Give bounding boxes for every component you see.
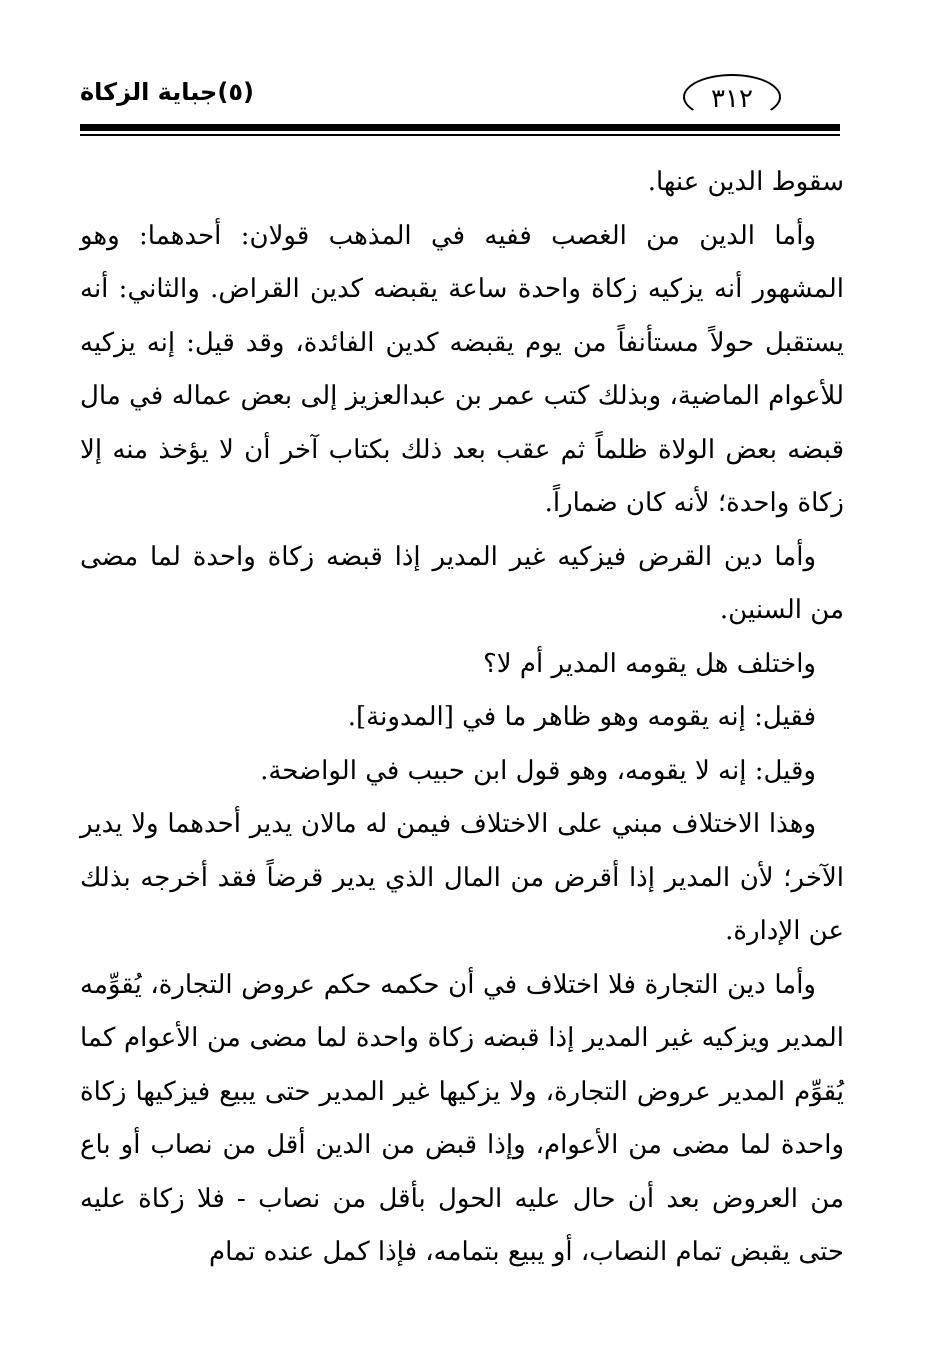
paragraph: وأما دين التجارة فلا اختلاف في أن حكمه حكم عروض التجارة، يُقوِّمه المدير ويزكيه غير المدير إذا قبضه زكاة واحدة لما مضى من الأعوام كما يُقوِّم المدير عروض التجارة، ولا يزكيها غير المدير حتى يبيع فيزكيها زكاة واحدة لما مضى من الأعوام، وإذا قبض من الدين أقل من نصاب أو باع من العروض بعد أن حال عليه الحول بأقل من نصاب - فلا زكاة عليه حتى يقبض تمام النصاب، أو يبيع بتمامه، فإذا كمل عنده تمام [80,969,844,1267]
paragraph: وأما دين القرض فيزكيه غير المدير إذا قبضه زكاة واحدة لما مضى من السنين. [80,541,844,625]
book-title: (٥)جباية الزكاة [80,78,254,106]
page-number-oval [683,74,781,120]
paragraph: وهذا الاختلاف مبني على الاختلاف فيمن له مالان يدير أحدهما ولا يدير الآخر؛ لأن المدير إذا أقرض من المال الذي يدير قرضاً فقد أخرجه بذلك عن الإدارة. [80,809,844,946]
page-body [80,156,844,1280]
paragraph: وأما الدين من الغصب ففيه في المذهب قولان: أحدهما: وهو المشهور أنه يزكيه زكاة واحدة ساعة يقبضه كدين القراض. والثاني: أنه يستقبل حولاً مستأنفاً من يوم يقبضه كدين الفائدة، وقد قيل: إنه يزكيه للأعوام الماضية، وبذلك كتب عمر بن عبدالعزيز إلى بعض عماله في مال قبضه بعض الولاة ظلماً ثم عقب بعد ذلك بكتاب آخر أن لا يؤخذ منه إلا زكاة واحدة؛ لأنه كان ضماراً. [80,220,844,518]
paragraph: فقيل: إنه يقومه وهو ظاهر ما في [المدونة]. [347,702,816,732]
paragraph: سقوط الدين عنها. [647,167,844,197]
paragraph: وقيل: إنه لا يقومه، وهو قول ابن حبيب في الواضحة. [260,755,816,786]
page-header [80,70,840,145]
paragraph: واختلف هل يقومه المدير أم لا؟ [483,648,816,679]
header-rule-thin [80,134,840,136]
header-rule-thick [80,124,840,131]
page-number: ٣١٢ [711,84,753,114]
